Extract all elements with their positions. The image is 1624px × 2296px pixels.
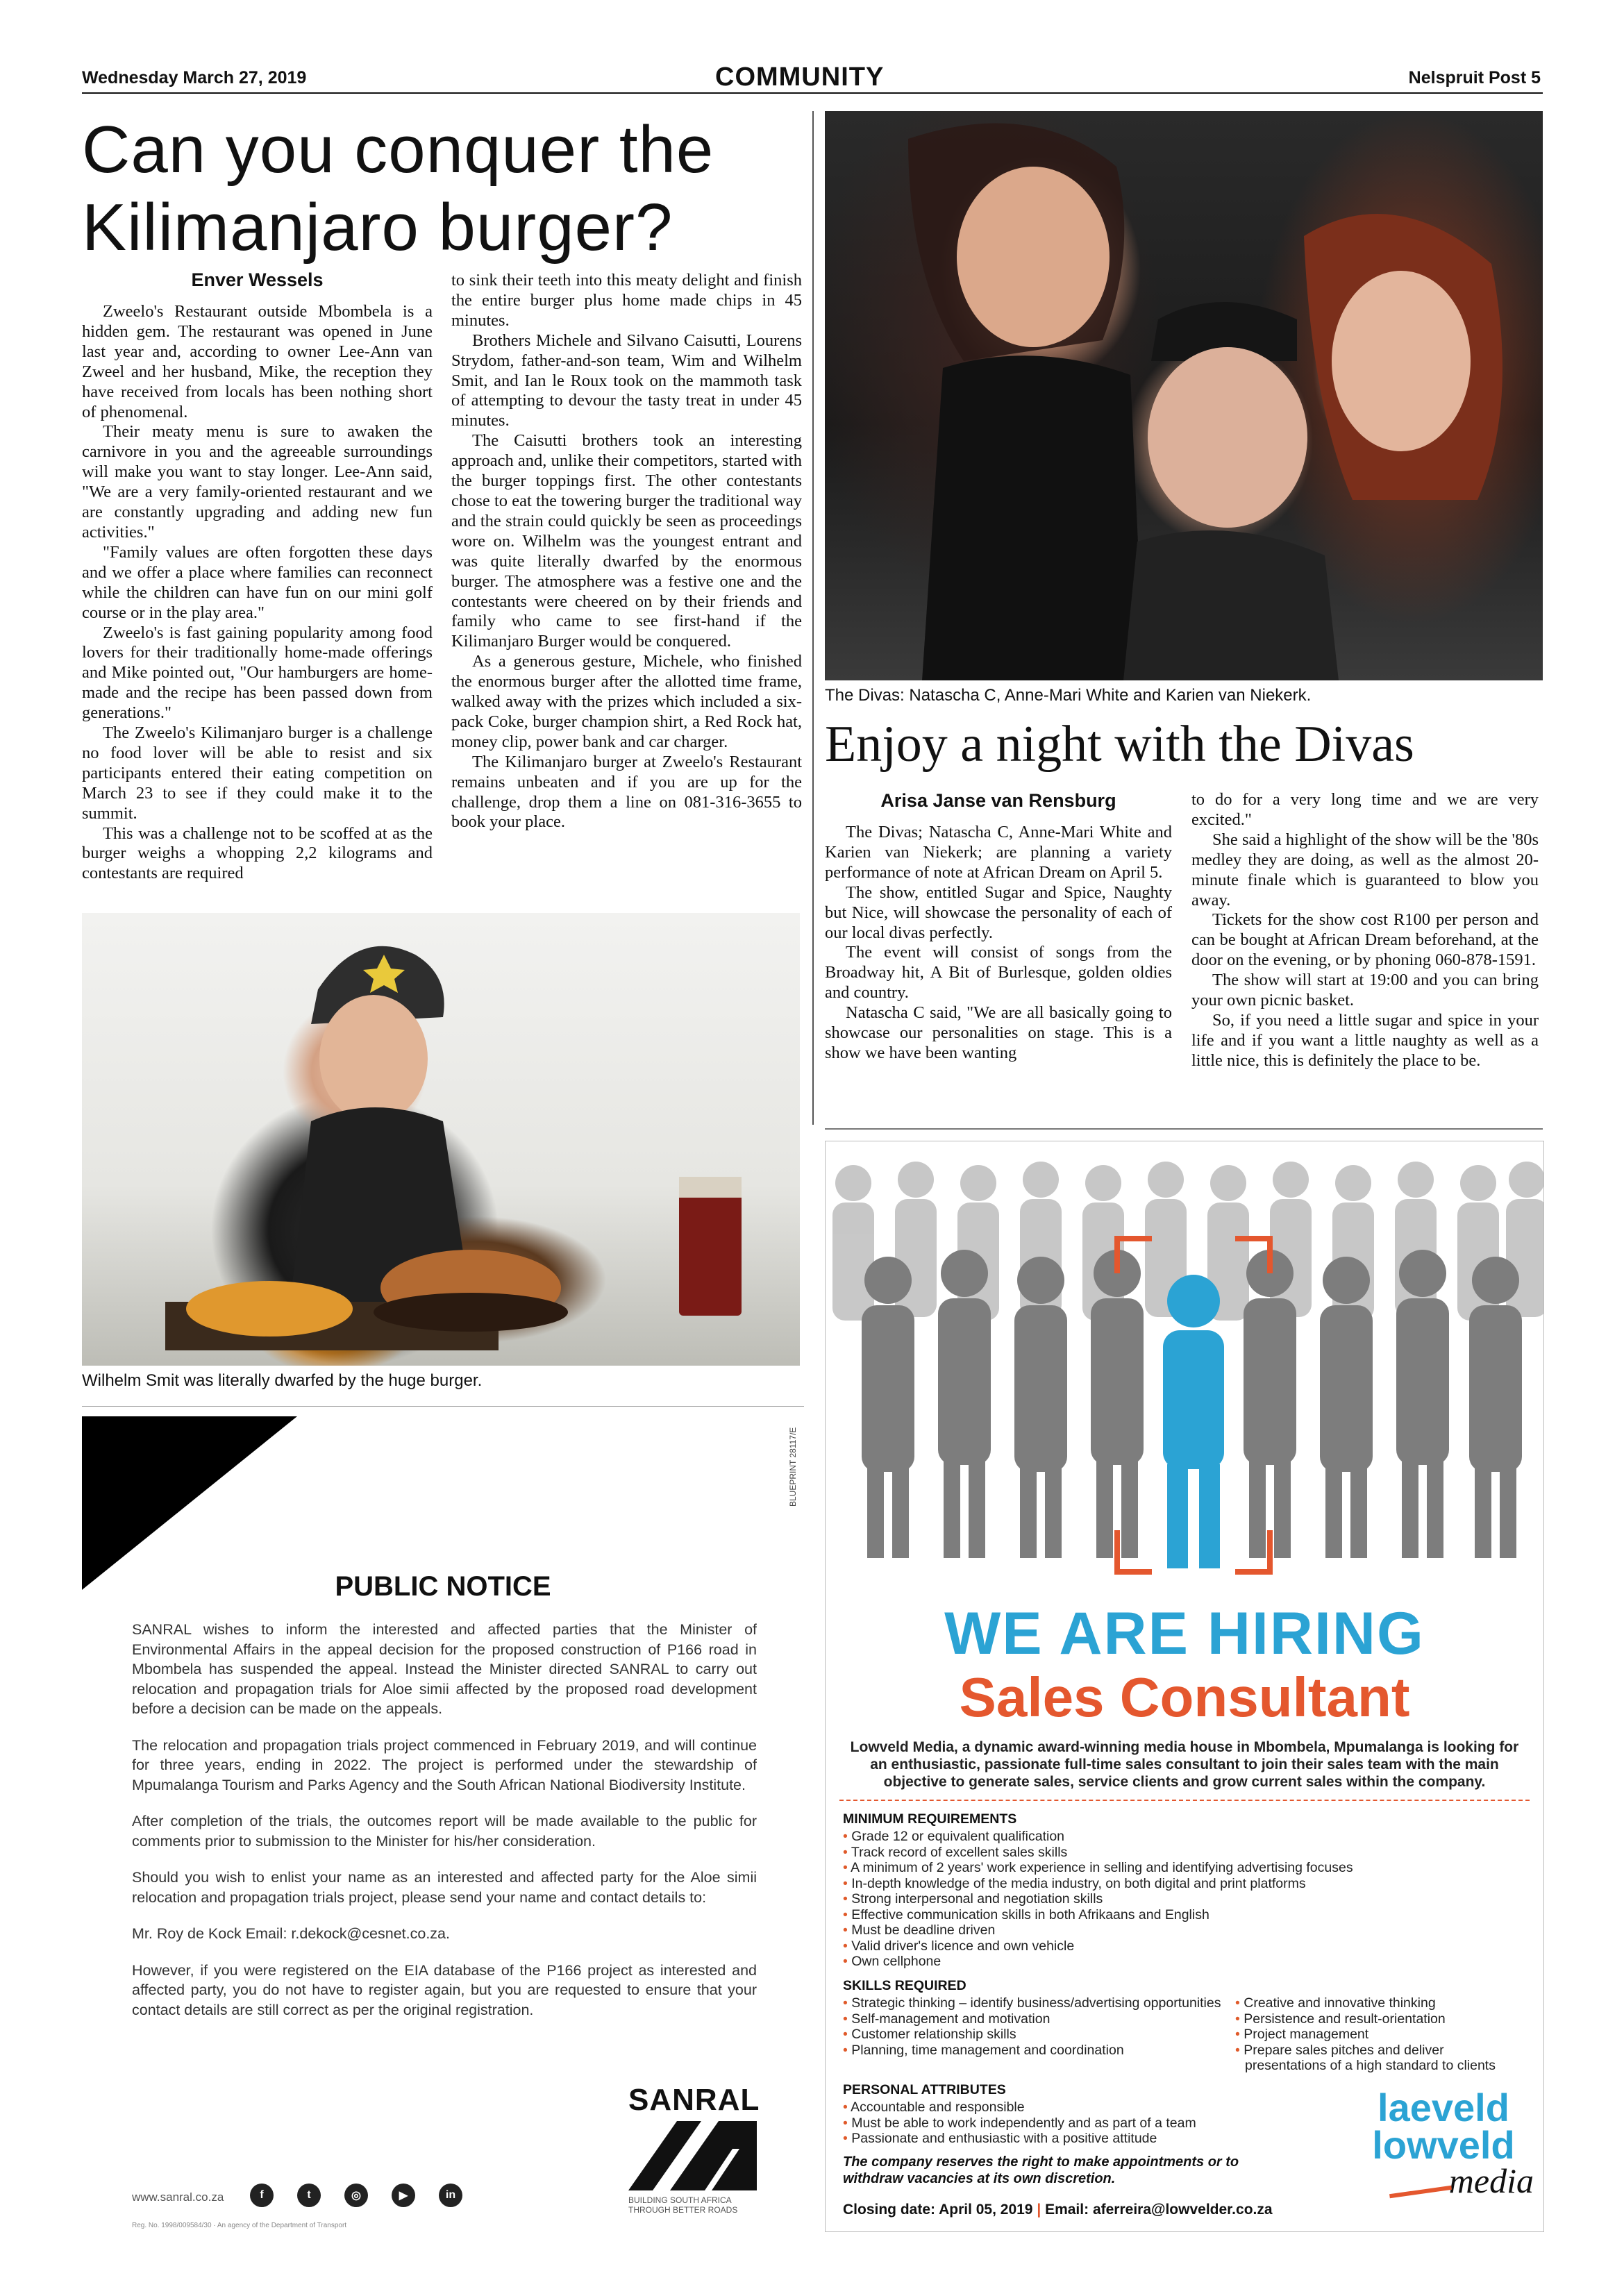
ad-closing-date: April 05, 2019 [939, 2202, 1033, 2218]
section-title: COMMUNITY [715, 62, 885, 92]
divas-photo [825, 111, 1543, 680]
sanral-reg-number: Reg. No. 1998/009584/30 · An agency of the Department of Transport [132, 2222, 347, 2229]
notice-paragraph: However, if you were registered on the EIA database of the P166 project as interested and affected party, you do not have to register again, but you are requested to ensure that your contact details are still correct as per the original registration. [132, 1961, 757, 2018]
ad-list-item: • Prepare sales pitches and deliver [1235, 2042, 1444, 2058]
paragraph: Their meaty menu is sure to awaken the carnivore in you and the agreeable surroundings will make you want to stay longer. Lee-Ann said, "We are a very family-oriented restaurant and we are constantly upgrading and adding new fun activities." [82, 422, 433, 542]
issue-date: Wednesday March 27, 2019 [82, 68, 307, 87]
paragraph: Zweelo's Restaurant outside Mbombela is a hidden gem. The restaurant was opened in June last year and, according to owner Lee-Ann van Zweel and her husband, Mike, the reception they have received from locals has been nothing short of phenomenal. [82, 302, 433, 421]
paragraph: As a generous gesture, Michele, who finished the enormous burger after the allotted time frame, walked away with the prizes which included a six-pack Coke, burger champion shirt, a Red Rock hat, money clip, power bank and car charger. [451, 652, 802, 751]
paragraph: The event will consist of songs from the Broadway hit, A Bit of Burlesque, golden oldies and country. [825, 943, 1172, 1003]
ad-list-item: • A minimum of 2 years' work experience in selling and identifying advertising focuses [843, 1860, 1353, 1875]
paragraph: She said a highlight of the show will be the '80s medley they are doing, as well as the almost 20-minute finale which is guaranteed to blow you away. [1191, 830, 1539, 910]
lowveld-media-logo-script: media [1448, 2161, 1534, 2200]
byline: Arisa Janse van Rensburg [880, 790, 1116, 811]
paragraph: The Kilimanjaro burger at Zweelo's Restaurant remains unbeaten and if you are up for the challenge, drop them a line on 081-316-3655 to book your place. [451, 752, 802, 832]
ad-attr-title: PERSONAL ATTRIBUTES [843, 2082, 1006, 2097]
notice-corner-triangle [82, 1416, 297, 1590]
ad-list-item: • Must be able to work independently and as part of a team [843, 2115, 1196, 2131]
paragraph: The show will start at 19:00 and you can bring your own picnic basket. [1191, 971, 1539, 1010]
article-column-1 [82, 269, 433, 884]
ad-headline-hiring: WE ARE HIRING [944, 1600, 1425, 1667]
ad-list-item: • Strong interpersonal and negotiation skills [843, 1891, 1103, 1907]
burger-photo-caption: Wilhelm Smit was literally dwarfed by the huge burger. [82, 1371, 483, 1390]
ad-list-item: • Grade 12 or equivalent qualification [843, 1829, 1065, 1844]
notice-paragraph: After completion of the trials, the outcomes report will be made available to the public for comments prior to submission to the Minister for his/her consideration. [132, 1813, 757, 1850]
ad-skills-title: SKILLS REQUIRED [843, 1978, 966, 1993]
paragraph: This was a challenge not to be scoffed at as the burger weighs a whopping 2,2 kilograms and contestants are required [82, 823, 433, 883]
ad-reserve-note: The company reserves the right to make appointments or to withdraw vacancies at its own discretion. [843, 2154, 1239, 2186]
crowd-illustration [826, 1141, 1543, 1593]
paragraph: Tickets for the show cost R100 per person and can be bought at African Dream beforehand, at the door on the evening, or by phoning 060-878-1591. [1191, 910, 1539, 970]
divas-column-2 [1191, 790, 1539, 1071]
paragraph: to do for a very long time and we are very excited." [1191, 790, 1539, 829]
divas-end-rule [825, 1128, 1543, 1130]
linkedin-icon[interactable]: in [439, 2184, 462, 2207]
ad-list-item: • Must be deadline driven [843, 1922, 996, 1938]
column-divider [812, 111, 814, 1125]
divas-headline: Enjoy a night with the Divas [825, 716, 1414, 773]
paragraph: Natascha C said, "We are all basically going to showcase our personalities on stage. This is a show we have been wanting [825, 1003, 1172, 1062]
ad-divider [839, 1800, 1530, 1801]
sanral-logo-icon [628, 2121, 757, 2190]
notice-title: PUBLIC NOTICE [335, 1571, 551, 1602]
paragraph: Zweelo's is fast gaining popularity among food lovers for their traditionally home-made offerings and Mike pointed out, "Our hamburgers are home-made and the recipe has been passed down from generations." [82, 623, 433, 723]
ad-email[interactable]: aferreira@lowvelder.co.za [1092, 2202, 1273, 2218]
ad-list-item: • Planning, time management and coordination [843, 2042, 1124, 2058]
header-rule [82, 92, 1543, 94]
notice-paragraph: Should you wish to enlist your name as an interested and affected party for the Aloe simii relocation and propagation trials project, please send your name and contact details to: [132, 1869, 757, 1906]
ad-list-item: • In-depth knowledge of the media industry, on both digital and print platforms [843, 1875, 1306, 1891]
article-headline: Can you conquer the Kilimanjaro burger? [82, 112, 714, 265]
instagram-icon[interactable]: ◎ [344, 2184, 368, 2207]
page-label: Nelspruit Post 5 [1408, 68, 1541, 87]
twitter-icon[interactable]: t [297, 2184, 321, 2207]
article-end-rule [82, 1406, 804, 1407]
ad-list-item: • Persistence and result-orientation [1235, 2011, 1446, 2027]
ad-skills-left [843, 1995, 1221, 2058]
divas-photo-caption: The Divas: Natascha C, Anne-Mari White and Karien van Niekerk. [825, 686, 1312, 705]
byline: Enver Wessels [191, 269, 324, 290]
notice-paragraph: SANRAL wishes to inform the interested and affected parties that the Minister of Environmental Affairs in the appeal decision for the proposed construction of P166 road in Mbombela has suspended the appeal. Instead the Minister directed SANRAL to carry out relocation and propagation trials for Aloe simii affected by the proposed road development before a decision can be made on the appeals. [132, 1621, 757, 1717]
ad-skills-right [1235, 1995, 1496, 2074]
ad-closing: Closing date: April 05, 2019 | Email: aferreira@lowvelder.co.za [843, 2202, 1273, 2218]
paragraph: The Zweelo's Kilimanjaro burger is a challenge no food lover will be able to resist and six participants entered their eating competition on March 23 to see if they could make it to the summit. [82, 723, 433, 823]
ad-list-item: • Self-management and motivation [843, 2011, 1050, 2027]
paragraph: "Family values are often forgotten these days and we offer a place where families can reconnect while the children can have fun on our mini golf course or in the play area." [82, 542, 433, 622]
ad-list-item: • Passionate and enthusiastic with a positive attitude [843, 2131, 1157, 2146]
social-icons [250, 2184, 462, 2207]
paragraph: So, if you need a little sugar and spice in your life and if you want a little naughty as well as a little nice, this is definitely the place to be. [1191, 1010, 1539, 1070]
sanral-tagline: BUILDING SOUTH AFRICA THROUGH BETTER ROADS [628, 2195, 738, 2215]
youtube-icon[interactable]: ▶ [392, 2184, 415, 2207]
notice-body [132, 1620, 757, 2036]
ad-intro: Lowveld Media, a dynamic award-winning media house in Mbombela, Mpumalanga is looking for an enthusiastic, passionate full-time sales consultant to join their sales team with the main objective to generate sales, service clients and grow current sales within the company. [850, 1739, 1519, 1790]
ad-list-item: • Valid driver's licence and own vehicle [843, 1938, 1075, 1954]
burger-photo-illustration [82, 913, 800, 1366]
ad-min-title: MINIMUM REQUIREMENTS [843, 1811, 1017, 1827]
ad-headline-role: Sales Consultant [959, 1666, 1410, 1728]
ad-list-item: presentations of a high standard to clients [1245, 2058, 1496, 2073]
ad-min-list [843, 1829, 1353, 1970]
ad-list-item: • Accountable and responsible [843, 2100, 1025, 2115]
ad-attr-list [843, 2100, 1196, 2147]
paragraph: The Caisutti brothers took an interesting approach and, unlike their competitors, started with the burger toppings first. The other contestants chose to eat the towering burger the traditional way and the strain could quickly be seen as proceedings wore on. Wilhelm was the youngest entrant and was quite literally dwarfed by the enormous burger. The atmosphere was a festive one and the contestants were cheered on by their friends and family who came to see first-hand if the Kilimanjaro Burger would be conquered. [451, 431, 802, 651]
paragraph: The Divas; Natascha C, Anne-Mari White and Karien van Niekerk; are planning a variety performance of note at African Dream on April 5. [825, 823, 1172, 882]
hiring-ad [825, 1141, 1544, 2232]
ad-list-item: • Effective communication skills in both Afrikaans and English [843, 1907, 1209, 1922]
paragraph: Brothers Michele and Silvano Caisutti, Lourens Strydom, father-and-son team, Wim and Wilhelm Smit, and Ian le Roux took on the mammoth task of attempting to devour the tasty treat in under 45 minutes. [451, 330, 802, 430]
divas-photo-illustration [825, 111, 1543, 680]
notice-paragraph: Mr. Roy de Kock Email: r.dekock@cesnet.co.za. [132, 1925, 450, 1942]
lowveld-media-logo: laeveld lowveld [1372, 2086, 1515, 2167]
sanral-website[interactable]: www.sanral.co.za [132, 2190, 224, 2204]
ad-list-item: • Project management [1235, 2027, 1369, 2042]
paragraph: to sink their teeth into this meaty delight and finish the entire burger plus home made chips in 45 minutes. [451, 271, 802, 330]
ad-list-item: • Own cellphone [843, 1954, 941, 1969]
sanral-logo-text: SANRAL [628, 2083, 760, 2117]
paragraph: The show, entitled Sugar and Spice, Naughty but Nice, will showcase the personality of each of our local divas perfectly. [825, 882, 1172, 942]
article-column-2 [451, 271, 802, 832]
facebook-icon[interactable]: f [250, 2184, 274, 2207]
divas-column-1 [825, 790, 1172, 1064]
notice-paragraph: The relocation and propagation trials project commenced in February 2019, and will continue for three years, ending in 2022. The project is performed under the stewardship of Mpumalanga Tourism and Parks Agency and the South African National Biodiversity Institute. [132, 1736, 757, 1793]
ad-list-item: • Track record of excellent sales skills [843, 1844, 1068, 1860]
ad-list-item: • Strategic thinking – identify business/advertising opportunities [843, 1995, 1221, 2011]
ad-list-item: • Customer relationship skills [843, 2027, 1016, 2042]
ad-list-item: • Creative and innovative thinking [1235, 1995, 1436, 2011]
burger-photo [82, 913, 800, 1366]
notice-side-label: BLUEPRINT 28117/E [788, 1427, 798, 1507]
